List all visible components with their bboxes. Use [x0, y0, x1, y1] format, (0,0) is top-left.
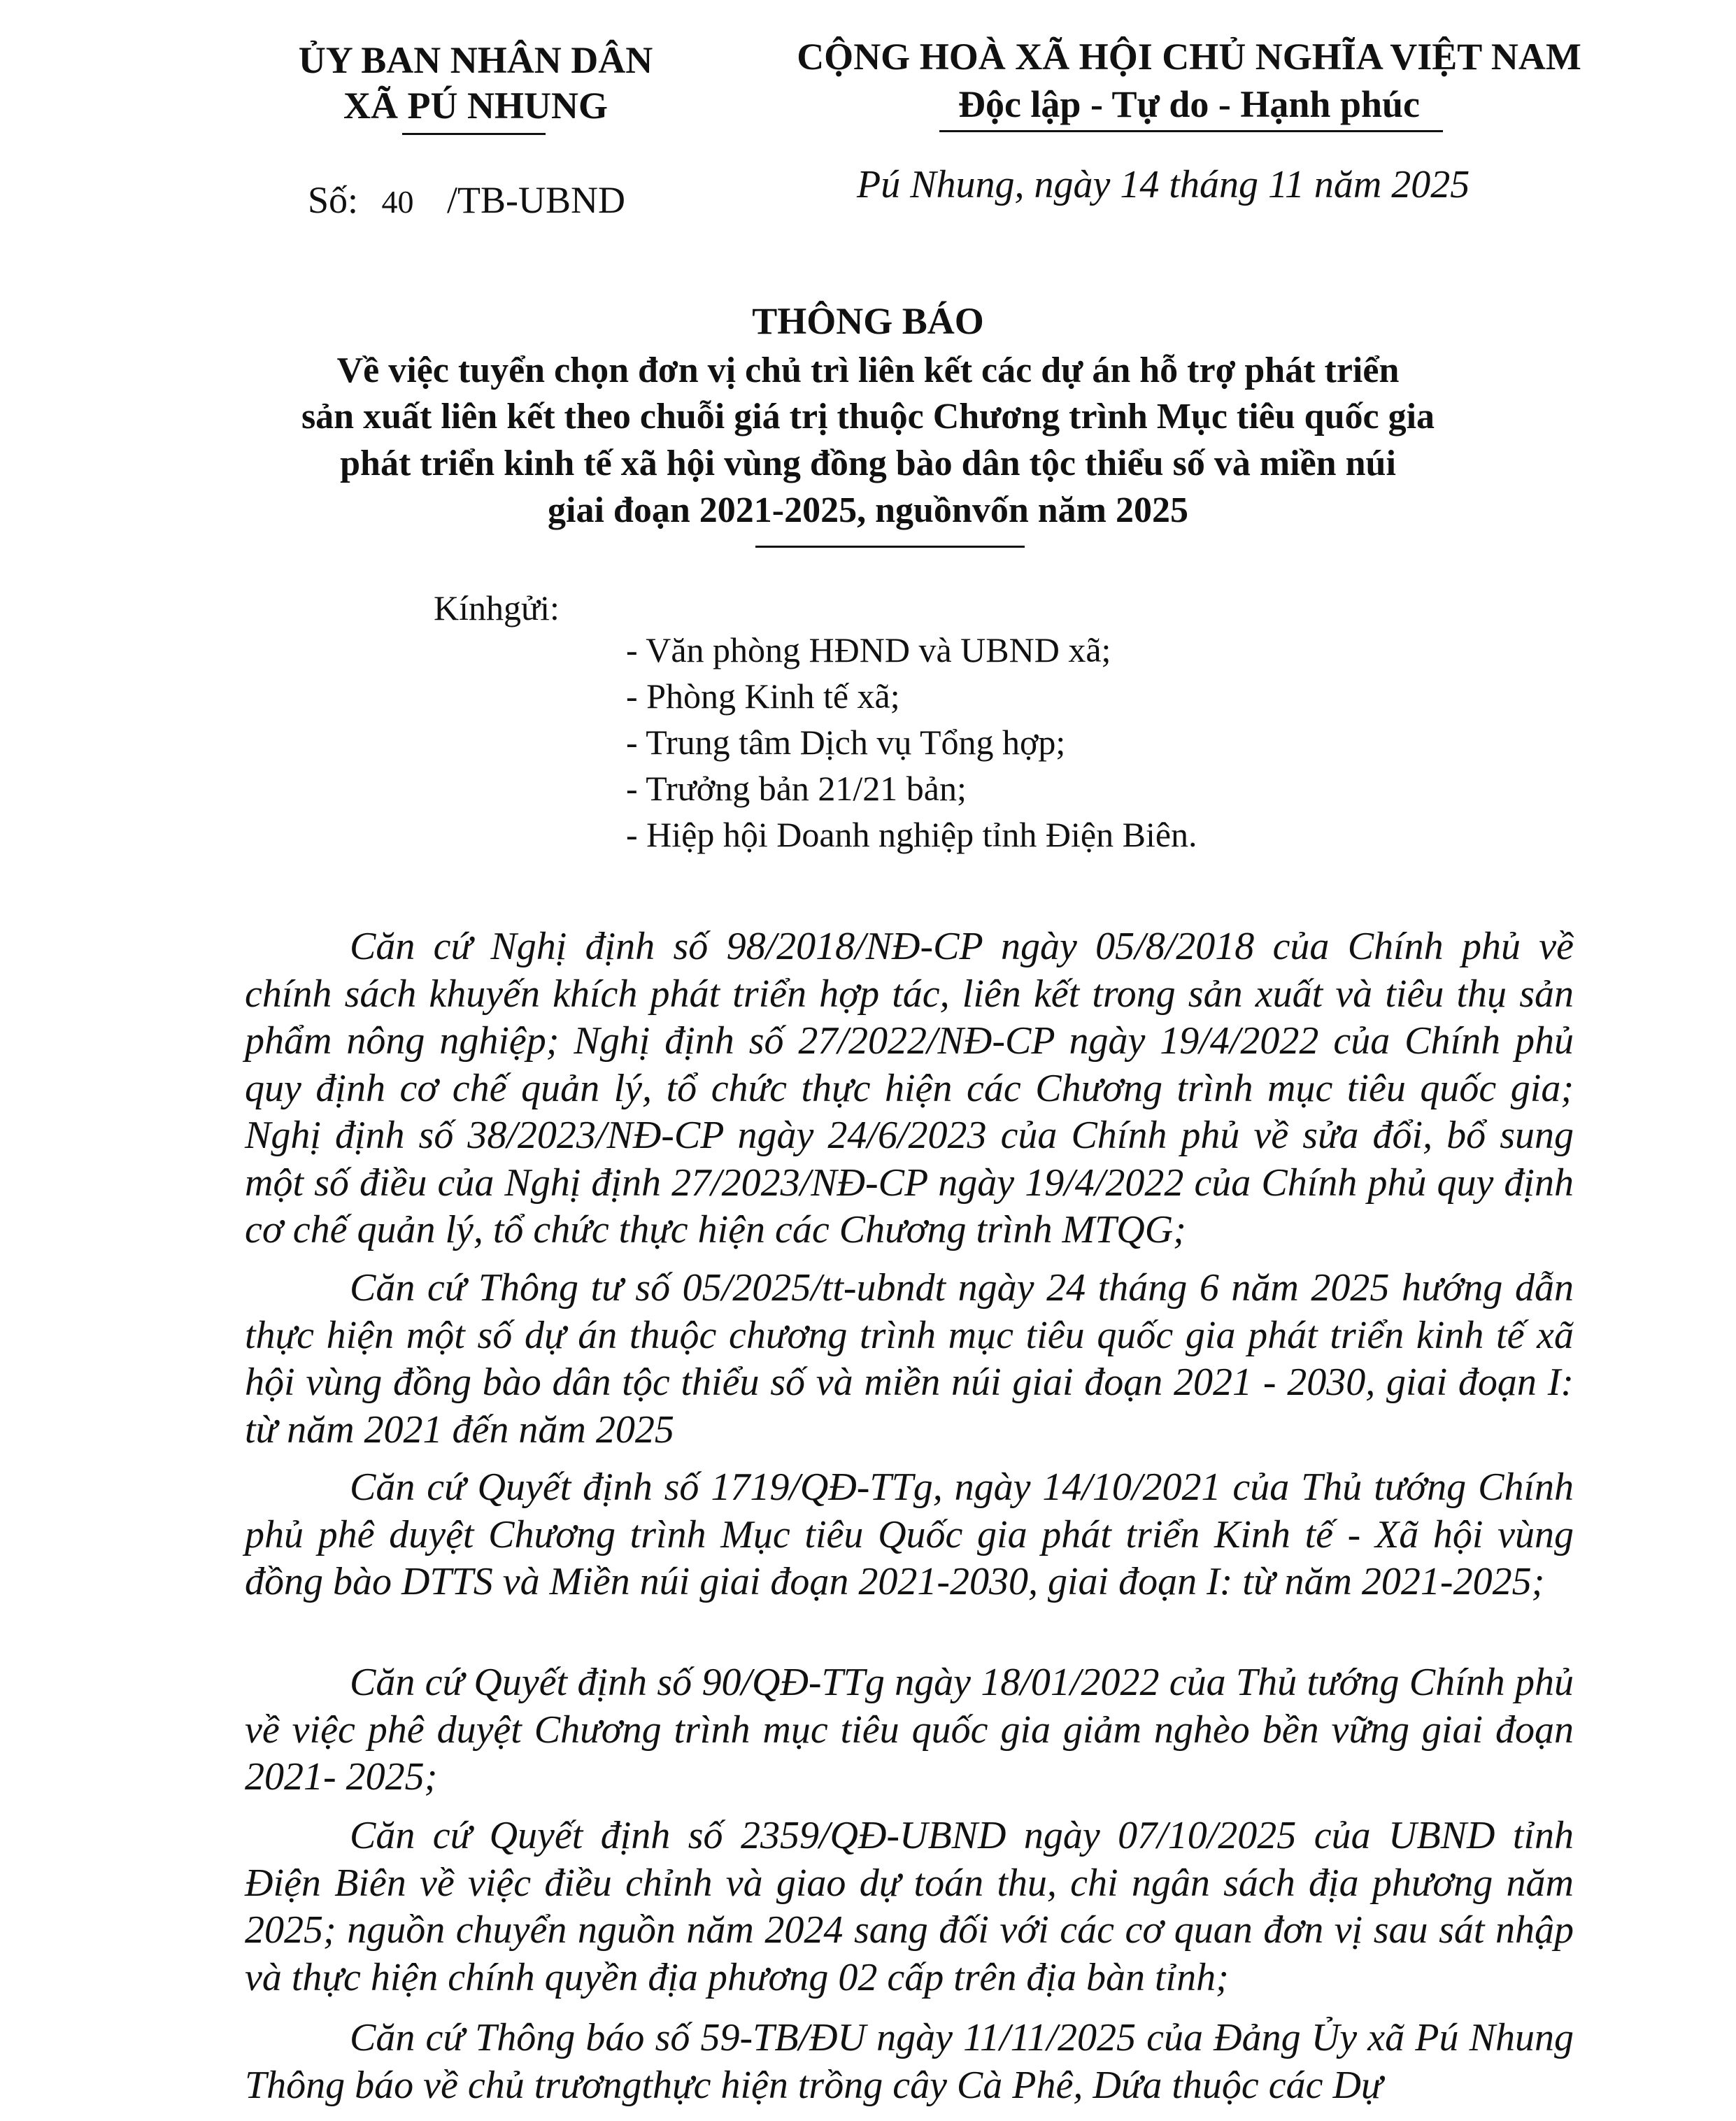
national-motto: Độc lập - Tự do - Hạnh phúc — [958, 83, 1421, 125]
legal-basis-paragraph: Căn cứ Thông tư số 05/2025/tt-ubndt ngày 24 tháng 6 năm 2025 hướng dẫn thực hiện một số dự án thuộc chương trình mục tiêu quốc gia phát triển kinh tế xã hội vùng đồng bào dân tộc thiểu số và miền núi giai đoạn 2021 - 2030, giai đoạn I: từ năm 2021 đến năm 2025 — [245, 1266, 1574, 1452]
legal-basis-paragraph: Căn cứ Quyết định số 2359/QĐ-UBND ngày 07/10/2025 của UBND tỉnh Điện Biên về việc điều chỉnh và giao dự toán thu, chi ngân sách địa phương năm 2025; nguồn chuyển nguồn năm 2024 sang đối với các cơ quan đơn vị sau sát nhập và thực hiện chính quyền địa phương 02 cấp trên địa bàn tỉnh; — [245, 1814, 1574, 1999]
recipient-item: - Hiệp hội Doanh nghiệp tỉnh Điện Biên. — [626, 815, 1197, 854]
legal-basis-paragraph: Căn cứ Quyết định số 1719/QĐ-TTg, ngày 14/10/2021 của Thủ tướng Chính phủ phê duyệt Chương trình Mục tiêu Quốc gia phát triển Kinh tế - Xã hội vùng đồng bào DTTS và Miền núi giai đoạn 2021-2030, giai đoạn I: từ năm 2021-2025; — [245, 1466, 1574, 1603]
recipient-item: - Trưởng bản 21/21 bản; — [626, 769, 967, 808]
document-number — [308, 178, 625, 222]
legal-basis-paragraph: Căn cứ Thông báo số 59-TB/ĐU ngày 11/11/2025 của Đảng Ủy xã Pú Nhung Thông báo về chủ trươngthực hiện trồng cây Cà Phê, Dứa thuộc các Dự — [245, 2016, 1574, 2107]
national-name: CỘNG HOÀ XÃ HỘI CHỦ NGHĨA VIỆT NAM — [797, 36, 1581, 78]
subject-line-2: sản xuất liên kết theo chuỗi giá trị thuộc Chương trình Mục tiêu quốc gia — [301, 397, 1435, 437]
recipients-label: Kínhgửi: — [434, 588, 560, 627]
document-title: THÔNG BÁO — [752, 300, 984, 342]
title-underline — [755, 546, 1025, 548]
recipient-item: - Trung tâm Dịch vụ Tổng hợp; — [626, 723, 1066, 762]
recipient-item: - Phòng Kinh tế xã; — [626, 676, 900, 716]
right-header-underline — [939, 130, 1443, 132]
number-suffix: /TB-UBND — [447, 179, 626, 221]
subject-line-3: phát triển kinh tế xã hội vùng đồng bào dân tộc thiểu số và miền núi — [340, 444, 1396, 483]
legal-basis-paragraph: Căn cứ Nghị định số 98/2018/NĐ-CP ngày 05/8/2018 của Chính phủ về chính sách khuyến khích phát triển hợp tác, liên kết trong sản xuất và tiêu thụ sản phẩm nông nghiệp; Nghị định số 27/2022/NĐ-CP ngày 19/4/2022 của Chính phủ quy định cơ chế quản lý, tổ chức thực hiện các Chương trình mục tiêu quốc gia; Nghị định số 38/2023/NĐ-CP ngày 24/6/2023 của Chính phủ về sửa đổi, bổ sung một số điều của Nghị định 27/2023/NĐ-CP ngày 19/4/2022 của Chính phủ quy định cơ chế quản lý, tổ chức thực hiện các Chương trình MTQG; — [245, 925, 1574, 1251]
subject-line-1: Về việc tuyển chọn đơn vị chủ trì liên kết các dự án hỗ trợ phát triển — [336, 350, 1400, 390]
commune-name: XÃ PÚ NHUNG — [343, 85, 608, 127]
number-value: 40 — [381, 184, 414, 220]
place-date: Pú Nhung, ngày 14 tháng 11 năm 2025 — [857, 163, 1470, 206]
number-prefix: Số: — [308, 179, 359, 221]
left-header-underline — [402, 133, 546, 135]
legal-basis-paragraph: Căn cứ Quyết định số 90/QĐ-TTg ngày 18/01/2022 của Thủ tướng Chính phủ về việc phê duyệt Chương trình mục tiêu quốc gia giảm nghèo bền vững giai đoạn 2021- 2025; — [245, 1661, 1574, 1799]
subject-line-4: giai đoạn 2021-2025, nguồnvốn năm 2025 — [548, 490, 1188, 530]
recipient-item: - Văn phòng HĐND và UBND xã; — [626, 630, 1111, 669]
agency-name: ỦY BAN NHÂN DÂN — [298, 39, 653, 81]
